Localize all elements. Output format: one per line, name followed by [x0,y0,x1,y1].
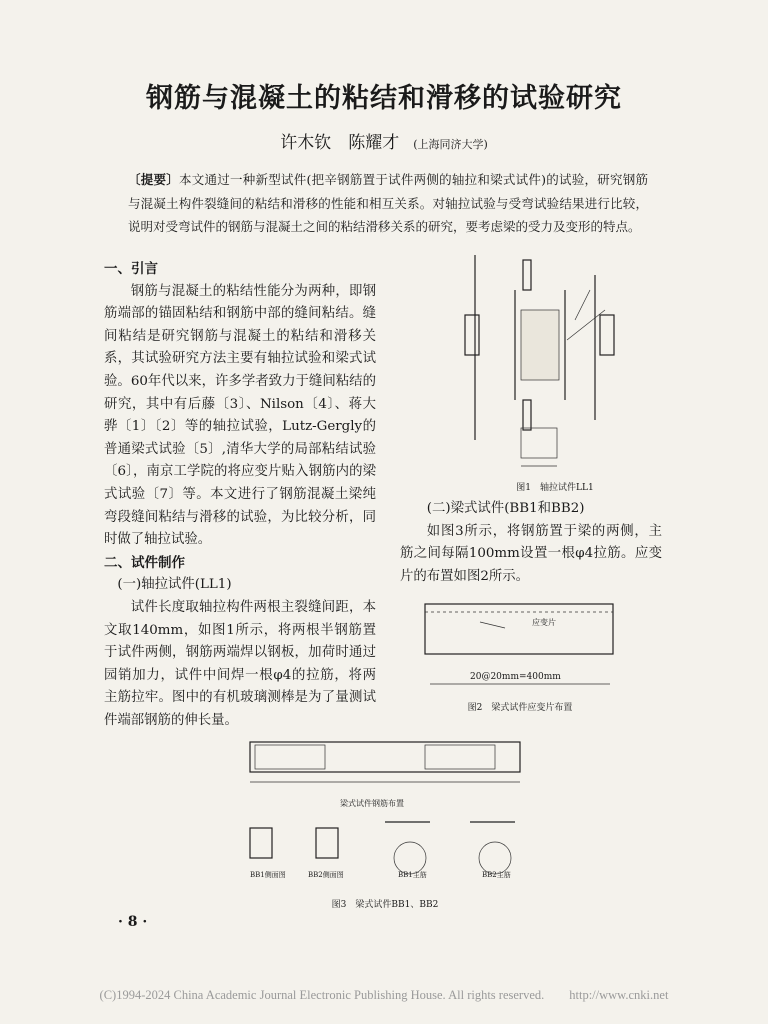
sub1-heading: (一)轴拉试件(LL1) [117,577,232,593]
copyright-footer: (C)1994-2024 China Academic Journal Electronic Publishing House. All rights reserved. http://www.cnki.net [99,988,669,1002]
figure2-dimension: 20@20mm=400mm [470,672,561,682]
left-column [104,258,376,732]
figure3-label-4: BB2主筋 [482,871,511,879]
intro-text: 钢筋与混凝土的粘结性能分为两种，即钢筋端部的锚固粘结和钢筋中部的缝间粘结。缝间粘结是研究钢筋与混凝土的粘结和滑移关系，其试验研究方法主要有轴拉试验和梁式试验。60年代以来，许多学者致力于缝间粘结的研究，其中有后藤〔3〕、Nilson〔4〕、蒋大骅〔1〕〔2〕等的轴拉试验，Lutz-Gergly的普通梁式试验〔5〕,清华大学的局部粘结试验〔6〕，南京工学院的将应变片贴入钢筋内的梁式试验〔7〕等。本文进行了钢筋混凝土梁纯弯段缝间粘结与滑移的试验，为比较分析，同时做了轴拉试验。 [104,283,376,548]
figure3-label-1: BB1侧面图 [250,871,286,879]
figure2-caption: 图2 梁式试件应变片布置 [467,703,573,713]
authors-line [0,128,768,153]
specimen-heading: 二、试件制作 [104,554,185,571]
right-column [400,498,662,588]
page-number: · 8 · [118,914,148,930]
abstract [128,168,648,239]
intro-heading: 一、引言 [104,261,158,277]
sub2-heading: (二)梁式试件(BB1和BB2) [426,501,585,516]
paper-title: 钢筋与混凝土的粘结和滑移的试验研究 [146,83,622,114]
sub2-text: 如图3所示，将钢筋置于梁的两侧，主筋之间每隔100mm设置一根φ4拉筋。应变片的布置如图2所示。 [400,523,662,584]
affiliation: (上海同济大学) [413,138,488,151]
figure1-drawing [455,250,655,480]
abstract-text: 本文通过一种新型试件(把辛钢筋置于试件两侧的轴拉和梁式试件)的试验，研究钢筋与混凝土构件裂缝间的粘结和滑移的性能和相互关系。对轴拉试验与受弯试验结果进行比较，说明对受弯试件的钢筋与混凝土之间的粘结滑移关系的研究，要考虑梁的受力及变形的特点。 [128,172,648,234]
abstract-label: 〔提要〕 [128,172,179,187]
sub1-text: 试件长度取轴拉构件两根主裂缝间距，本文取140mm，如图1所示，将两根半钢筋置于试件两侧，钢筋两端焊以钢板，加荷时通过园销加力，试件中间焊一根φ4的拉筋，将两主筋拉牢。图中的有机玻璃测棒是为了量测试件端部钢筋的伸长量。 [104,599,376,728]
figure1-caption: 图1 轴拉试件LL1 [516,483,594,493]
authors: 许木钦 陈耀才 [280,133,400,153]
figure3-subtitle: 梁式试件钢筋布置 [340,799,404,808]
figure3-label-3: BB1主筋 [398,871,427,879]
figure2-label: 应变片 [532,618,556,627]
figure3-label-2: BB2侧面图 [308,871,344,879]
figure3-caption: 图3 梁式试件BB1、BB2 [331,900,439,910]
